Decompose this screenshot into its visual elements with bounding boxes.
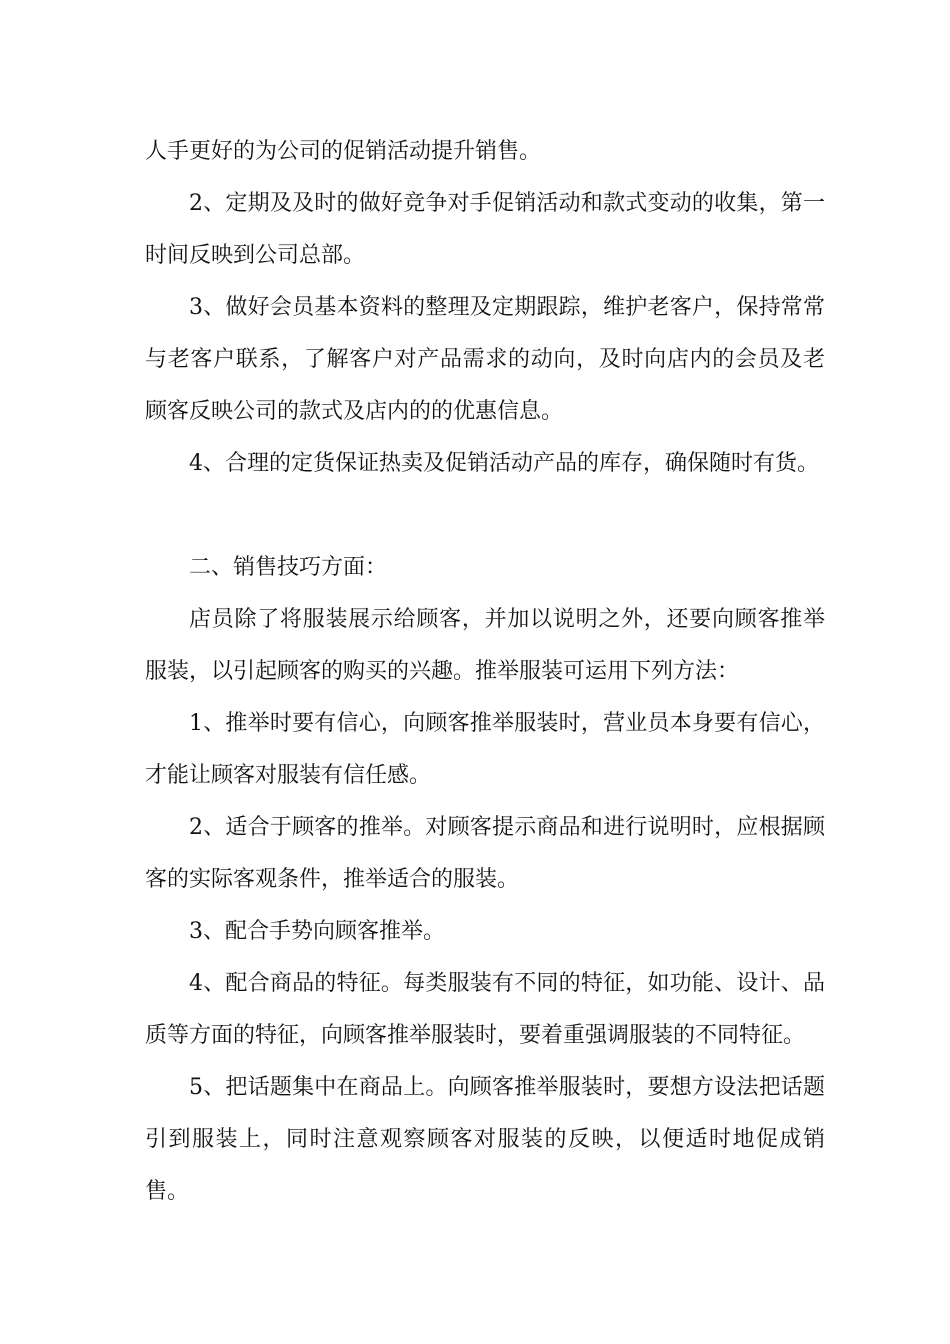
section-heading: 二、销售技巧方面： <box>189 555 388 580</box>
section-gap <box>145 490 825 542</box>
method-3: 3、配合手势向顾客推举。 <box>189 919 445 944</box>
paragraph-continuation: 人手更好的为公司的促销活动提升销售。 <box>145 139 542 164</box>
method-2: 2、适合于顾客的推举。对顾客提示商品和进行说明时，应根据顾客的实际客观条件，推举适合的服装。 <box>145 815 825 892</box>
method-5: 5、把话题集中在商品上。向顾客推举服装时，要想方设法把话题引到服装上，同时注意观察顾客对服装的反映，以便适时地促成销售。 <box>145 1075 825 1204</box>
paragraph-item-3: 3、做好会员基本资料的整理及定期跟踪，维护老客户，保持常常与老客户联系，了解客户对产品需求的动向，及时向店内的会员及老顾客反映公司的款式及店内的的优惠信息。 <box>145 295 825 424</box>
paragraph-item-4: 4、合理的定货保证热卖及促销活动产品的库存，确保随时有货。 <box>189 451 819 476</box>
section-intro: 店员除了将服装展示给顾客，并加以说明之外，还要向顾客推举服装，以引起顾客的购买的兴趣。推举服装可运用下列方法： <box>145 607 825 684</box>
method-1: 1、推举时要有信心，向顾客推举服装时，营业员本身要有信心，才能让顾客对服装有信任感。 <box>145 711 825 788</box>
method-4: 4、配合商品的特征。每类服装有不同的特征，如功能、设计、品质等方面的特征，向顾客推举服装时，要着重强调服装的不同特征。 <box>145 971 825 1048</box>
document-body <box>145 126 825 1218</box>
paragraph-item-2: 2、定期及及时的做好竞争对手促销活动和款式变动的收集，第一时间反映到公司总部。 <box>145 191 825 268</box>
